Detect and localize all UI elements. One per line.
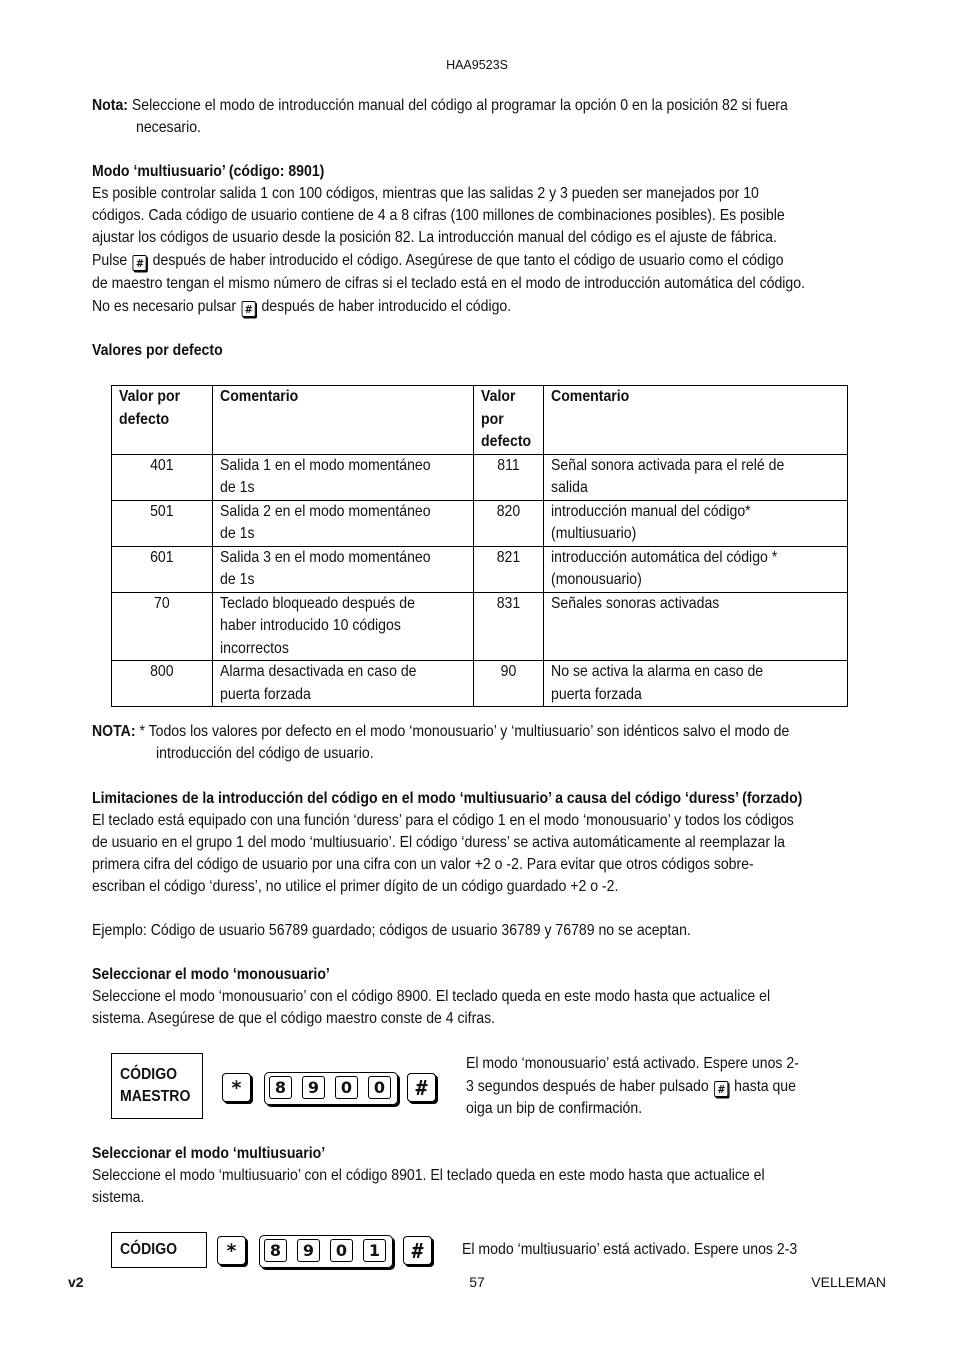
paragraph-line: sistema. Asegúrese de que el código maestro conste de 4 cifras.	[92, 1010, 496, 1027]
mono-desc-line2	[466, 1076, 796, 1099]
cell-text: introducción manual del código*	[551, 502, 752, 520]
hash-key-icon: #	[242, 301, 256, 317]
cell-text: salida	[551, 479, 589, 496]
section-title-multiusuario-select: Seleccionar el modo ‘multiusuario’	[92, 1145, 326, 1162]
header-text: por	[481, 410, 505, 428]
box-label: CÓDIGO	[120, 1066, 178, 1083]
section-title-valores: Valores por defecto	[92, 342, 223, 359]
footer-version: v2	[68, 1274, 84, 1290]
paragraph-line: primera cifra del código de usuario por una cifra con un valor +2 o -2. Para evitar que otros códigos sobre-	[92, 856, 754, 873]
nota-text-line1: Seleccione el modo de introducción manual del código al programar la opción 0 en la posición 82 si fuera	[131, 97, 788, 114]
header-cell	[474, 386, 544, 455]
hash-key-icon: #	[714, 1081, 728, 1097]
digit-key-icon: 8	[269, 1076, 292, 1099]
paragraph-line: de usuario en el grupo 1 del modo ‘multiusuario’. El código ‘duress’ se activa automáticamente al reemplazar la	[92, 834, 785, 851]
digit-key-icon: 0	[335, 1076, 358, 1099]
header-text: Comentario	[551, 388, 630, 405]
table-body	[112, 454, 848, 707]
cell-text: 601	[150, 548, 174, 566]
nota2-text-line1: * Todos los valores por defecto en el modo ‘monousuario’ y ‘multiusuario’ son idénticos salvo el modo de	[139, 723, 790, 740]
box-label: CÓDIGO	[120, 1241, 178, 1258]
paragraph-line: Seleccione el modo ‘multiusuario’ con el código 8901. El teclado queda en este modo hasta que actualice el	[92, 1167, 765, 1184]
header-cell	[544, 386, 848, 455]
cell-text: No se activa la alarma en caso de	[551, 663, 764, 680]
table-row	[112, 592, 848, 661]
example-line: Ejemplo: Código de usuario 56789 guardado; códigos de usuario 36789 y 76789 no se aceptan.	[92, 922, 691, 939]
footer-page-number: 57	[469, 1274, 485, 1290]
header-text: Valor por	[119, 388, 181, 405]
cell-text: 90	[501, 663, 517, 680]
paragraph-line: de maestro tengan el mismo número de cifras si el teclado está en el modo de introducción automática del código.	[92, 275, 806, 292]
digit-keys-group	[259, 1235, 393, 1268]
cell-text: Salida 1 en el modo momentáneo	[219, 456, 431, 474]
digit-key-icon: 0	[368, 1076, 391, 1099]
nota-label: Nota:	[92, 97, 128, 114]
paragraph-line: códigos. Cada código de usuario contiene de 4 a 8 cifras (100 millones de combinaciones posibles). Es posible	[92, 207, 785, 224]
table-cell	[474, 546, 544, 592]
table-cell	[112, 592, 213, 661]
section-title-duress: Limitaciones de la introducción del código en el modo ‘multiusuario’ a causa del código ‘duress’ (forzado)	[92, 790, 803, 807]
table-cell	[544, 454, 848, 500]
cell-text: Teclado bloqueado después de	[219, 594, 415, 612]
mono-desc-line1: El modo ‘monousuario’ está activado. Espere unos 2-	[466, 1055, 799, 1072]
table-row	[112, 546, 848, 592]
cell-text: (multiusuario)	[551, 525, 637, 542]
table-cell	[112, 661, 213, 707]
nota-paragraph	[92, 95, 788, 118]
table-cell	[112, 454, 213, 500]
text-segment: hasta que	[734, 1078, 796, 1095]
table-row	[112, 661, 848, 707]
cell-text: 811	[497, 456, 521, 474]
paragraph-line: El teclado está equipado con una función ‘duress’ para el código 1 en el modo ‘monousuario’ y todos los códigos	[92, 812, 794, 829]
text-segment: Pulse	[92, 252, 128, 269]
cell-text: 831	[497, 594, 521, 612]
cell-text: Salida 2 en el modo momentáneo	[219, 502, 431, 520]
hash-key-icon: #	[133, 255, 147, 271]
cell-text: introducción automática del código *	[551, 548, 778, 566]
text-segment: después de haber introducido el código. Asegúrese de que tanto el código de usuario como el código	[152, 252, 784, 269]
cell-text: incorrectos	[219, 639, 289, 657]
cell-text: 401	[150, 456, 174, 474]
default-values-table	[111, 385, 848, 707]
cell-text: haber introducido 10 códigos	[219, 617, 401, 634]
table-cell	[544, 592, 848, 661]
master-code-box	[111, 1053, 203, 1119]
cell-text: Señales sonoras activadas	[551, 594, 720, 612]
header-text: defecto	[481, 433, 532, 450]
cell-text: (monousuario)	[551, 571, 643, 588]
digit-key-icon: 8	[264, 1239, 287, 1262]
table-cell	[212, 592, 474, 661]
digit-key-icon: 9	[302, 1076, 325, 1099]
paragraph-line	[92, 250, 784, 273]
cell-text: Señal sonora activada para el relé de	[551, 456, 785, 474]
nota2-text-line2: introducción del código de usuario.	[156, 745, 374, 762]
table-cell	[212, 454, 474, 500]
table-cell	[544, 546, 848, 592]
table-row	[112, 500, 848, 546]
cell-text: 800	[150, 663, 174, 680]
paragraph-line: Es posible controlar salida 1 con 100 códigos, mientras que las salidas 2 y 3 pueden ser manejados por 10	[92, 185, 759, 202]
header-cell	[212, 386, 474, 455]
nota2-paragraph	[92, 721, 789, 744]
code-box	[111, 1232, 207, 1268]
table-row	[112, 454, 848, 500]
star-key-icon: *	[217, 1236, 246, 1265]
table-cell	[474, 500, 544, 546]
table-cell	[212, 500, 474, 546]
cell-text: 821	[497, 548, 521, 566]
nota-text-line2: necesario.	[136, 119, 201, 136]
cell-text: 501	[150, 502, 174, 520]
table-header-row	[112, 386, 848, 455]
mono-desc-line3: oiga un bip de confirmación.	[466, 1100, 643, 1117]
digit-key-icon: 0	[330, 1239, 353, 1262]
page-header-model: HAA9523S	[446, 58, 508, 72]
table-cell	[212, 661, 474, 707]
cell-text: de 1s	[219, 479, 255, 496]
footer-brand: VELLEMAN	[811, 1274, 886, 1290]
table-cell	[112, 546, 213, 592]
paragraph-line	[92, 296, 511, 319]
cell-text: 70	[154, 594, 170, 612]
table-cell	[112, 500, 213, 546]
digit-key-icon: 1	[363, 1239, 386, 1262]
header-cell	[112, 386, 213, 455]
section-title-monousuario: Seleccionar el modo ‘monousuario’	[92, 966, 330, 983]
nota2-label: NOTA:	[92, 723, 136, 740]
text-segment: No es necesario pulsar	[92, 298, 237, 315]
box-label: MAESTRO	[120, 1088, 191, 1105]
table-cell	[544, 661, 848, 707]
digit-key-icon: 9	[297, 1239, 320, 1262]
table-cell	[474, 454, 544, 500]
paragraph-line: Seleccione el modo ‘monousuario’ con el código 8900. El teclado queda en este modo hasta que actualice el	[92, 988, 771, 1005]
table-cell	[474, 592, 544, 661]
text-segment: después de haber introducido el código.	[261, 298, 512, 315]
hash-key-icon: #	[403, 1236, 432, 1265]
cell-text: de 1s	[219, 571, 255, 588]
header-text: Comentario	[219, 388, 298, 405]
cell-text: puerta forzada	[219, 685, 311, 703]
paragraph-line: ajustar los códigos de usuario desde la posición 82. La introducción manual del código es el ajuste de fábrica.	[92, 229, 777, 246]
hash-key-icon: #	[407, 1073, 436, 1102]
text-segment: 3 segundos después de haber pulsado	[466, 1078, 709, 1095]
digit-keys-group	[264, 1072, 398, 1105]
multi-desc-line1: El modo ‘multiusuario’ está activado. Espere unos 2-3	[462, 1241, 798, 1258]
cell-text: de 1s	[219, 525, 255, 542]
table-cell	[212, 546, 474, 592]
table-cell	[544, 500, 848, 546]
header-text: defecto	[119, 410, 170, 428]
cell-text: puerta forzada	[551, 685, 643, 703]
section-title-multiusuario: Modo ‘multiusuario’ (código: 8901)	[92, 163, 325, 180]
paragraph-line: sistema.	[92, 1189, 145, 1206]
table-cell	[474, 661, 544, 707]
cell-text: 820	[497, 502, 521, 520]
paragraph-line: escriban el código ‘duress’, no utilice el primer dígito de un código guardado +2 o -2.	[92, 878, 619, 895]
header-text: Valor	[481, 388, 516, 405]
cell-text: Salida 3 en el modo momentáneo	[219, 548, 431, 566]
star-key-icon: *	[222, 1073, 251, 1102]
cell-text: Alarma desactivada en caso de	[219, 663, 417, 680]
